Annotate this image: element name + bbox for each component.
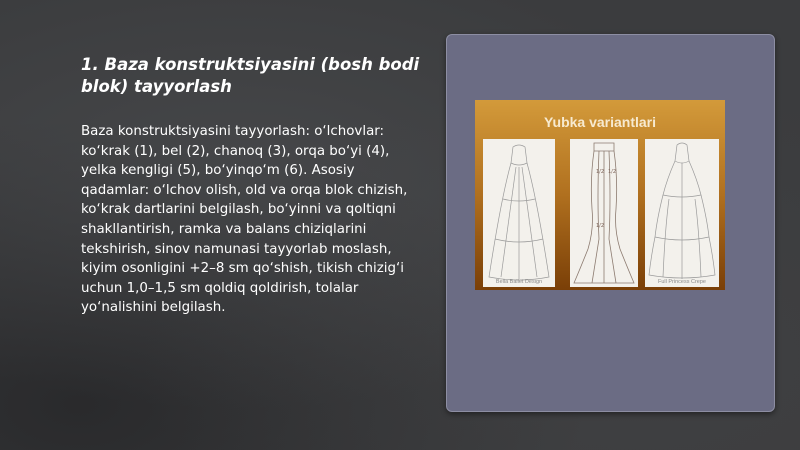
- skirt-sketch-tiered: [645, 139, 719, 287]
- skirt-variants-figure: [475, 100, 725, 290]
- svg-text:1/2: 1/2: [596, 169, 605, 175]
- figure-title: Yubka variantlari: [543, 114, 657, 130]
- skirt-sketch-mermaid: [570, 139, 638, 287]
- mermaid-skirt-drawing: [570, 139, 638, 287]
- slide-title: 1. Baza konstruktsiyasini (bosh bodi blok) tayyorlash: [81, 55, 420, 96]
- svg-text:1/2: 1/2: [596, 223, 605, 229]
- sketch-caption-left: Bella Ballet Design: [495, 279, 543, 285]
- flared-skirt-drawing: [483, 139, 555, 287]
- tiered-skirt-drawing: [645, 139, 719, 287]
- sketch-caption-right: Full Princess Crepe: [658, 279, 706, 285]
- svg-text:1/2: 1/2: [608, 169, 617, 175]
- skirt-sketch-flared: [483, 139, 555, 287]
- slide-body-text: Baza konstruktsiyasini tayyorlash: o‘lchovlar: ko‘krak (1), bel (2), chanoq (3), orqa bo‘yi (4), yelka kengligi (5), bo‘yinqo‘m (6). Asosiy qadamlar: o‘lchov olish, old va orqa blok chizish, ko‘krak dartlarini belgilash, bo‘yinni va qoltiqni shakllantirish, ramka va balans chiziqlarini tekshirish, sinov namunasi tayyorlab moslash, kiyim osonligini +2–8 sm qo‘shish, tikish chizig‘i uchun 1,0–1,5 sm qoldiq qoldirish, tolalar yo‘nalishini belgilash.: [81, 124, 408, 316]
